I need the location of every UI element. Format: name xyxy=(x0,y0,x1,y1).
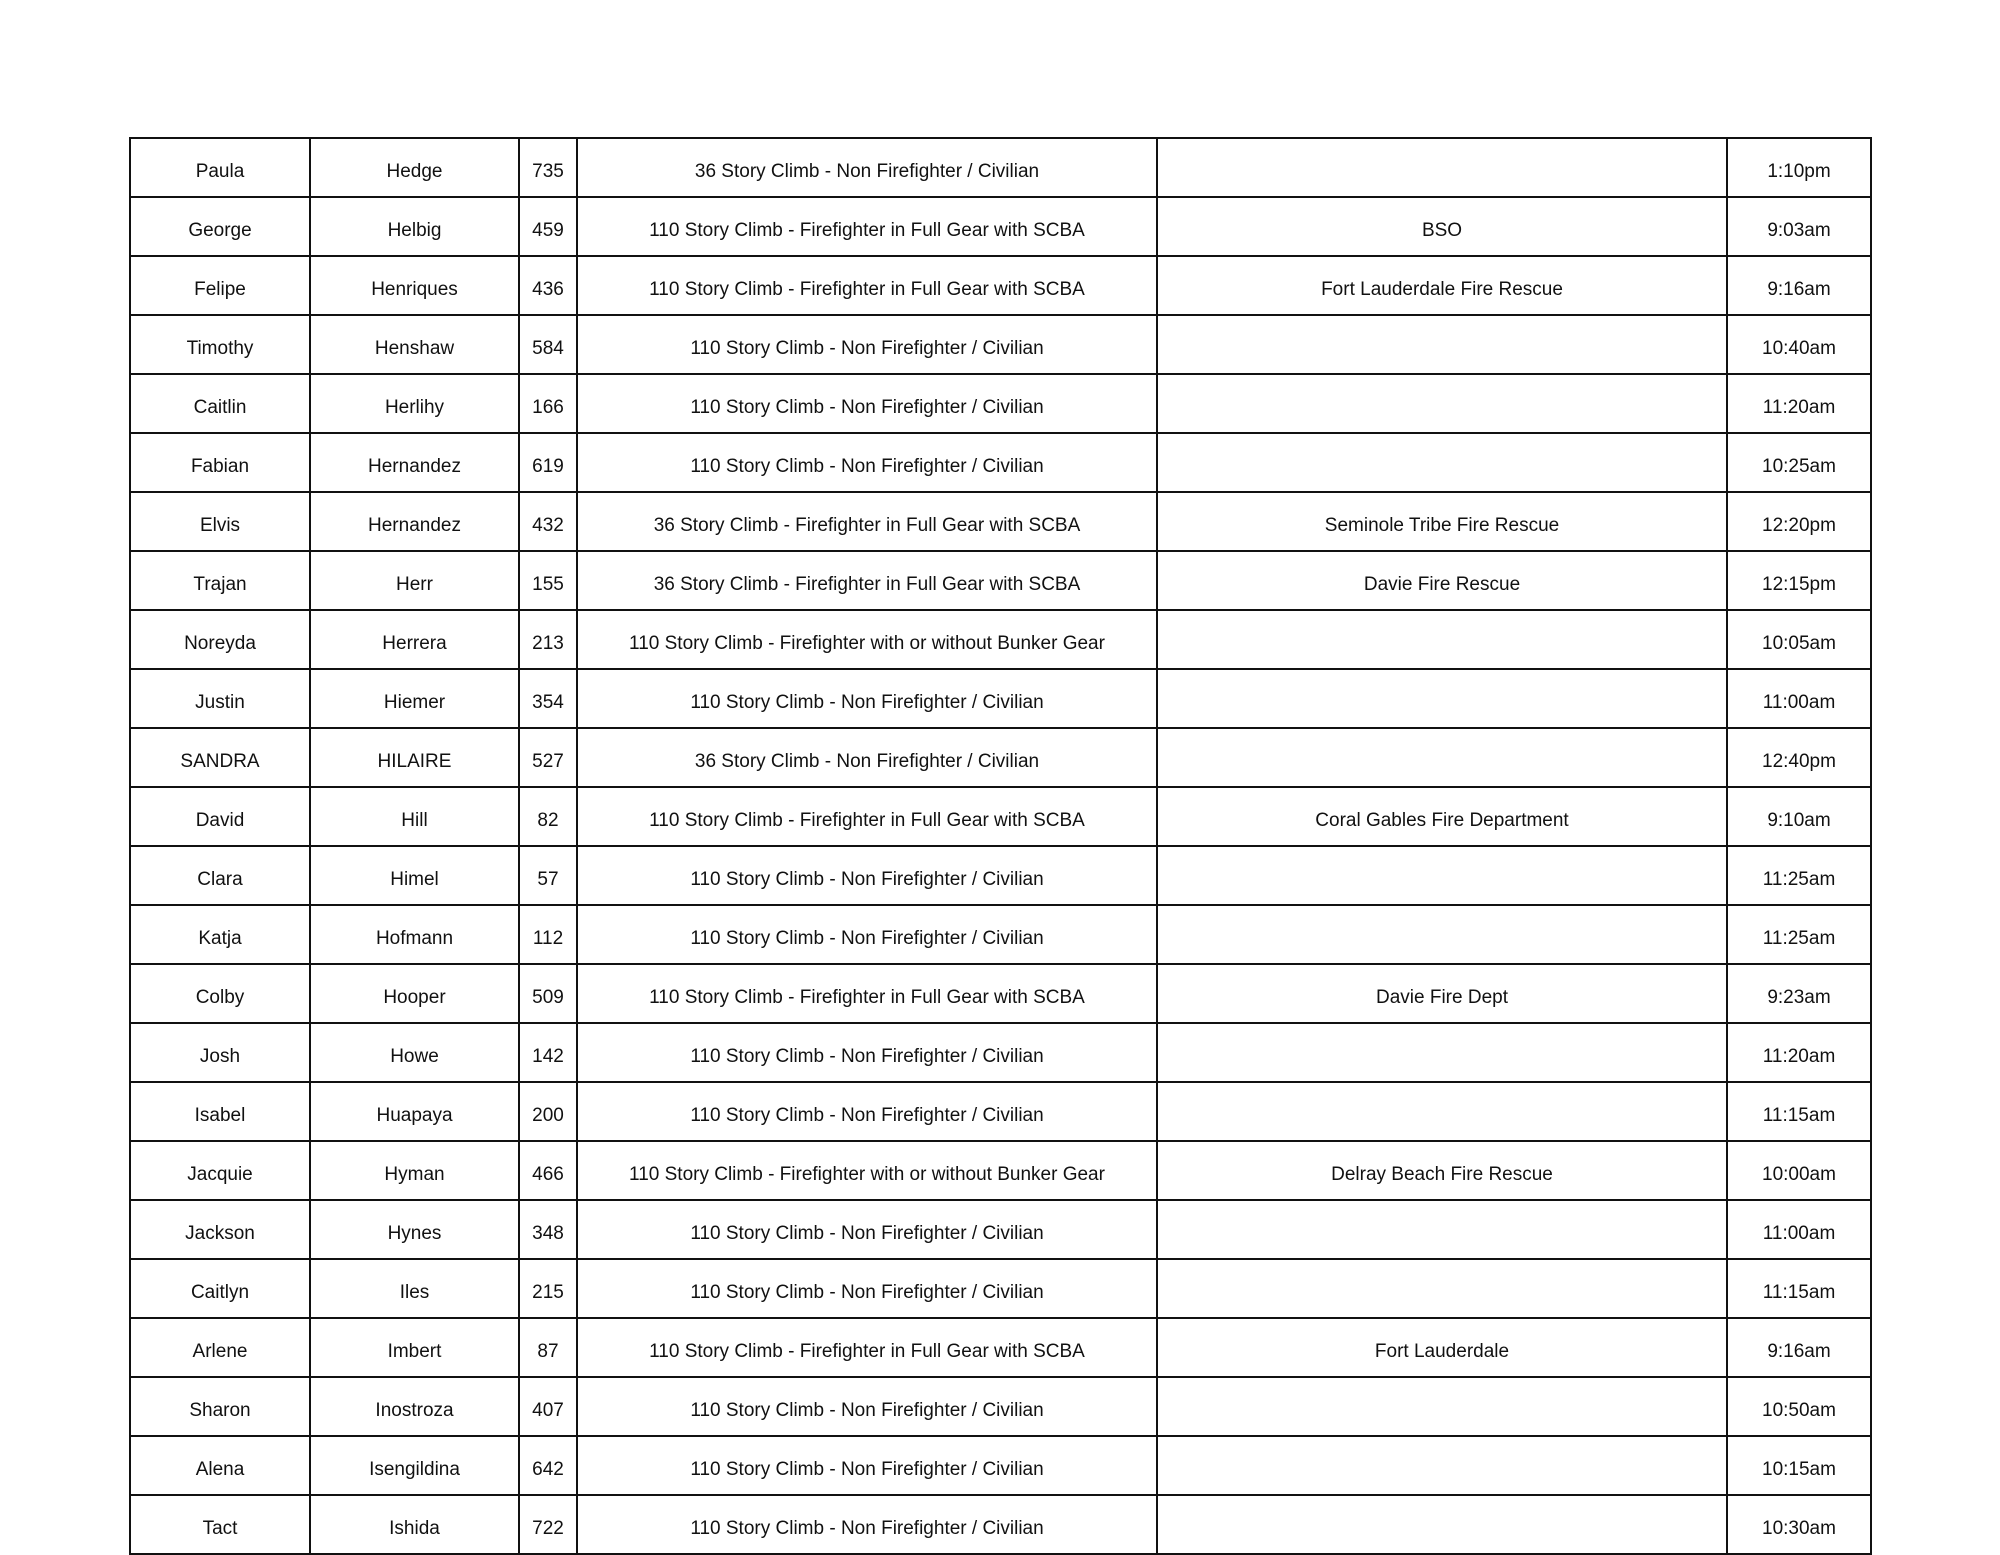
start-time-cell: 11:20am xyxy=(1727,1023,1871,1082)
table-row xyxy=(130,256,1871,315)
start-time-cell: 11:20am xyxy=(1727,374,1871,433)
last-name-cell: Henriques xyxy=(310,256,519,315)
participant-table xyxy=(129,137,1872,1555)
start-time-cell: 1:10pm xyxy=(1727,138,1871,197)
first-name-cell: Caitlin xyxy=(130,374,310,433)
bib-number-cell: 432 xyxy=(519,492,577,551)
department-cell xyxy=(1157,728,1727,787)
first-name-cell: Arlene xyxy=(130,1318,310,1377)
bib-number-cell: 527 xyxy=(519,728,577,787)
first-name-cell: Felipe xyxy=(130,256,310,315)
department-cell xyxy=(1157,905,1727,964)
table-row xyxy=(130,1141,1871,1200)
bib-number-cell: 155 xyxy=(519,551,577,610)
last-name-cell: Hynes xyxy=(310,1200,519,1259)
bib-number-cell: 57 xyxy=(519,846,577,905)
start-time-cell: 12:40pm xyxy=(1727,728,1871,787)
event-cell: 36 Story Climb - Firefighter in Full Gear with SCBA xyxy=(577,492,1157,551)
department-cell: Coral Gables Fire Department xyxy=(1157,787,1727,846)
event-cell: 110 Story Climb - Firefighter in Full Gear with SCBA xyxy=(577,787,1157,846)
first-name-cell: Sharon xyxy=(130,1377,310,1436)
start-time-cell: 11:00am xyxy=(1727,1200,1871,1259)
first-name-cell: George xyxy=(130,197,310,256)
first-name-cell: David xyxy=(130,787,310,846)
event-cell: 110 Story Climb - Firefighter in Full Gear with SCBA xyxy=(577,964,1157,1023)
first-name-cell: SANDRA xyxy=(130,728,310,787)
last-name-cell: Isengildina xyxy=(310,1436,519,1495)
bib-number-cell: 735 xyxy=(519,138,577,197)
start-time-cell: 9:23am xyxy=(1727,964,1871,1023)
bib-number-cell: 348 xyxy=(519,1200,577,1259)
last-name-cell: Hernandez xyxy=(310,492,519,551)
start-time-cell: 11:15am xyxy=(1727,1082,1871,1141)
event-cell: 110 Story Climb - Firefighter in Full Gear with SCBA xyxy=(577,1318,1157,1377)
bib-number-cell: 722 xyxy=(519,1495,577,1554)
last-name-cell: Hedge xyxy=(310,138,519,197)
last-name-cell: Howe xyxy=(310,1023,519,1082)
last-name-cell: Henshaw xyxy=(310,315,519,374)
department-cell xyxy=(1157,138,1727,197)
table-row xyxy=(130,1495,1871,1554)
last-name-cell: Huapaya xyxy=(310,1082,519,1141)
bib-number-cell: 213 xyxy=(519,610,577,669)
department-cell: Davie Fire Rescue xyxy=(1157,551,1727,610)
start-time-cell: 10:25am xyxy=(1727,433,1871,492)
table-row xyxy=(130,669,1871,728)
department-cell xyxy=(1157,1436,1727,1495)
bib-number-cell: 407 xyxy=(519,1377,577,1436)
bib-number-cell: 82 xyxy=(519,787,577,846)
first-name-cell: Tact xyxy=(130,1495,310,1554)
start-time-cell: 10:00am xyxy=(1727,1141,1871,1200)
start-time-cell: 9:03am xyxy=(1727,197,1871,256)
start-time-cell: 10:15am xyxy=(1727,1436,1871,1495)
bib-number-cell: 459 xyxy=(519,197,577,256)
first-name-cell: Timothy xyxy=(130,315,310,374)
department-cell xyxy=(1157,1377,1727,1436)
first-name-cell: Caitlyn xyxy=(130,1259,310,1318)
table-row xyxy=(130,905,1871,964)
start-time-cell: 11:25am xyxy=(1727,905,1871,964)
last-name-cell: Inostroza xyxy=(310,1377,519,1436)
start-time-cell: 10:50am xyxy=(1727,1377,1871,1436)
bib-number-cell: 642 xyxy=(519,1436,577,1495)
bib-number-cell: 166 xyxy=(519,374,577,433)
first-name-cell: Fabian xyxy=(130,433,310,492)
department-cell xyxy=(1157,610,1727,669)
table-row xyxy=(130,1023,1871,1082)
table-row xyxy=(130,1200,1871,1259)
last-name-cell: Hofmann xyxy=(310,905,519,964)
event-cell: 110 Story Climb - Non Firefighter / Civilian xyxy=(577,374,1157,433)
last-name-cell: Helbig xyxy=(310,197,519,256)
last-name-cell: Ishida xyxy=(310,1495,519,1554)
last-name-cell: Herlihy xyxy=(310,374,519,433)
table-row xyxy=(130,846,1871,905)
table-row xyxy=(130,964,1871,1023)
first-name-cell: Colby xyxy=(130,964,310,1023)
bib-number-cell: 436 xyxy=(519,256,577,315)
start-time-cell: 10:40am xyxy=(1727,315,1871,374)
start-time-cell: 11:15am xyxy=(1727,1259,1871,1318)
start-time-cell: 10:30am xyxy=(1727,1495,1871,1554)
event-cell: 110 Story Climb - Non Firefighter / Civilian xyxy=(577,1377,1157,1436)
event-cell: 110 Story Climb - Non Firefighter / Civilian xyxy=(577,1200,1157,1259)
last-name-cell: Imbert xyxy=(310,1318,519,1377)
event-cell: 110 Story Climb - Non Firefighter / Civilian xyxy=(577,1495,1157,1554)
table-row xyxy=(130,492,1871,551)
start-time-cell: 11:00am xyxy=(1727,669,1871,728)
bib-number-cell: 466 xyxy=(519,1141,577,1200)
department-cell: Delray Beach Fire Rescue xyxy=(1157,1141,1727,1200)
first-name-cell: Trajan xyxy=(130,551,310,610)
table-row xyxy=(130,315,1871,374)
event-cell: 110 Story Climb - Non Firefighter / Civilian xyxy=(577,1082,1157,1141)
department-cell xyxy=(1157,374,1727,433)
table-row xyxy=(130,551,1871,610)
table-row xyxy=(130,1259,1871,1318)
start-time-cell: 12:20pm xyxy=(1727,492,1871,551)
event-cell: 36 Story Climb - Firefighter in Full Gear with SCBA xyxy=(577,551,1157,610)
event-cell: 110 Story Climb - Firefighter with or without Bunker Gear xyxy=(577,610,1157,669)
table-row xyxy=(130,197,1871,256)
event-cell: 110 Story Climb - Firefighter in Full Gear with SCBA xyxy=(577,256,1157,315)
department-cell xyxy=(1157,669,1727,728)
event-cell: 36 Story Climb - Non Firefighter / Civilian xyxy=(577,138,1157,197)
department-cell xyxy=(1157,315,1727,374)
bib-number-cell: 354 xyxy=(519,669,577,728)
last-name-cell: Herrera xyxy=(310,610,519,669)
first-name-cell: Jacquie xyxy=(130,1141,310,1200)
table-row xyxy=(130,1436,1871,1495)
table-row xyxy=(130,610,1871,669)
first-name-cell: Katja xyxy=(130,905,310,964)
department-cell: BSO xyxy=(1157,197,1727,256)
table-row xyxy=(130,138,1871,197)
department-cell xyxy=(1157,846,1727,905)
event-cell: 110 Story Climb - Non Firefighter / Civilian xyxy=(577,1259,1157,1318)
event-cell: 110 Story Climb - Non Firefighter / Civilian xyxy=(577,433,1157,492)
bib-number-cell: 87 xyxy=(519,1318,577,1377)
last-name-cell: Hill xyxy=(310,787,519,846)
first-name-cell: Paula xyxy=(130,138,310,197)
table-row xyxy=(130,1377,1871,1436)
start-time-cell: 9:16am xyxy=(1727,1318,1871,1377)
department-cell xyxy=(1157,1082,1727,1141)
event-cell: 110 Story Climb - Non Firefighter / Civilian xyxy=(577,1436,1157,1495)
table-row xyxy=(130,374,1871,433)
bib-number-cell: 619 xyxy=(519,433,577,492)
department-cell: Fort Lauderdale xyxy=(1157,1318,1727,1377)
table-row xyxy=(130,1082,1871,1141)
department-cell xyxy=(1157,1200,1727,1259)
table-row xyxy=(130,728,1871,787)
event-cell: 36 Story Climb - Non Firefighter / Civilian xyxy=(577,728,1157,787)
event-cell: 110 Story Climb - Non Firefighter / Civilian xyxy=(577,1023,1157,1082)
department-cell xyxy=(1157,433,1727,492)
event-cell: 110 Story Climb - Firefighter in Full Gear with SCBA xyxy=(577,197,1157,256)
department-cell xyxy=(1157,1259,1727,1318)
last-name-cell: HILAIRE xyxy=(310,728,519,787)
event-cell: 110 Story Climb - Non Firefighter / Civilian xyxy=(577,669,1157,728)
last-name-cell: Himel xyxy=(310,846,519,905)
first-name-cell: Josh xyxy=(130,1023,310,1082)
start-time-cell: 11:25am xyxy=(1727,846,1871,905)
start-time-cell: 9:16am xyxy=(1727,256,1871,315)
event-cell: 110 Story Climb - Firefighter with or without Bunker Gear xyxy=(577,1141,1157,1200)
last-name-cell: Hooper xyxy=(310,964,519,1023)
first-name-cell: Isabel xyxy=(130,1082,310,1141)
event-cell: 110 Story Climb - Non Firefighter / Civilian xyxy=(577,846,1157,905)
first-name-cell: Clara xyxy=(130,846,310,905)
bib-number-cell: 215 xyxy=(519,1259,577,1318)
bib-number-cell: 509 xyxy=(519,964,577,1023)
last-name-cell: Iles xyxy=(310,1259,519,1318)
bib-number-cell: 142 xyxy=(519,1023,577,1082)
department-cell xyxy=(1157,1495,1727,1554)
bib-number-cell: 584 xyxy=(519,315,577,374)
department-cell: Fort Lauderdale Fire Rescue xyxy=(1157,256,1727,315)
start-time-cell: 12:15pm xyxy=(1727,551,1871,610)
start-time-cell: 10:05am xyxy=(1727,610,1871,669)
table-row xyxy=(130,1318,1871,1377)
first-name-cell: Jackson xyxy=(130,1200,310,1259)
first-name-cell: Noreyda xyxy=(130,610,310,669)
table-row xyxy=(130,787,1871,846)
bib-number-cell: 112 xyxy=(519,905,577,964)
first-name-cell: Alena xyxy=(130,1436,310,1495)
department-cell: Davie Fire Dept xyxy=(1157,964,1727,1023)
event-cell: 110 Story Climb - Non Firefighter / Civilian xyxy=(577,905,1157,964)
last-name-cell: Hyman xyxy=(310,1141,519,1200)
first-name-cell: Elvis xyxy=(130,492,310,551)
last-name-cell: Hernandez xyxy=(310,433,519,492)
event-cell: 110 Story Climb - Non Firefighter / Civilian xyxy=(577,315,1157,374)
last-name-cell: Hiemer xyxy=(310,669,519,728)
first-name-cell: Justin xyxy=(130,669,310,728)
participant-table-body xyxy=(130,138,1871,1554)
bib-number-cell: 200 xyxy=(519,1082,577,1141)
department-cell: Seminole Tribe Fire Rescue xyxy=(1157,492,1727,551)
table-row xyxy=(130,433,1871,492)
start-time-cell: 9:10am xyxy=(1727,787,1871,846)
department-cell xyxy=(1157,1023,1727,1082)
last-name-cell: Herr xyxy=(310,551,519,610)
